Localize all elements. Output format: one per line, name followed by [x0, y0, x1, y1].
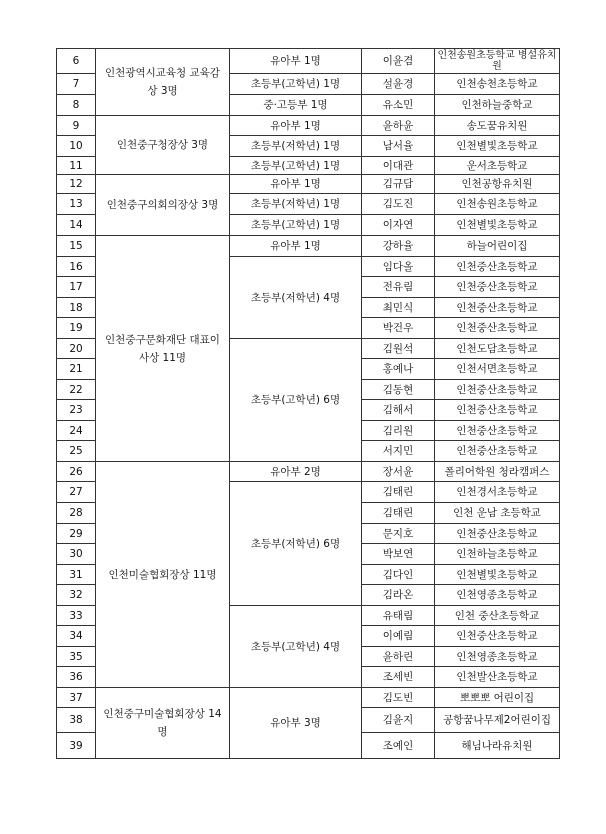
winner-name: 최민식 — [362, 298, 435, 318]
category: 초등부(고학년) 1명 — [230, 215, 362, 236]
category: 초등부(저학년) 1명 — [230, 136, 362, 157]
table-row — [57, 236, 560, 257]
category: 유아부 1명 — [230, 116, 362, 136]
school-name: 인천공항유치원 — [435, 175, 560, 194]
winner-name: 홍예나 — [362, 359, 435, 380]
row-number: 9 — [57, 116, 96, 136]
school-name: 인천영종초등학교 — [435, 585, 560, 606]
award-name: 인천중구미술협회장상 14명 — [96, 688, 230, 759]
school-name: 송도꿈유치원 — [435, 116, 560, 136]
row-number: 28 — [57, 503, 96, 524]
school-name: 인천서면초등학교 — [435, 359, 560, 380]
school-name: 뽀뽀뽀 어린이집 — [435, 688, 560, 708]
row-number: 35 — [57, 647, 96, 667]
school-name: 인천중산초등학교 — [435, 380, 560, 400]
table-row — [57, 688, 560, 708]
school-name: 인천중산초등학교 — [435, 626, 560, 647]
school-name: 인천송원초등학교 — [435, 194, 560, 215]
category: 유아부 1명 — [230, 236, 362, 257]
award-name: 인천중구청장상 3명 — [96, 116, 230, 175]
school-name: 운서초등학교 — [435, 157, 560, 175]
school-name: 인천영종초등학교 — [435, 647, 560, 667]
school-name: 인천중산초등학교 — [435, 277, 560, 298]
winner-name: 김태린 — [362, 482, 435, 503]
row-number: 37 — [57, 688, 96, 708]
row-number: 18 — [57, 298, 96, 318]
school-name: 인천별빛초등학교 — [435, 136, 560, 157]
winner-name: 조예인 — [362, 733, 435, 759]
row-number: 6 — [57, 49, 96, 74]
row-number: 23 — [57, 400, 96, 421]
school-name: 인천발산초등학교 — [435, 667, 560, 688]
row-number: 26 — [57, 462, 96, 482]
row-number: 30 — [57, 544, 96, 565]
winner-name: 문지호 — [362, 524, 435, 544]
school-name: 인천중산초등학교 — [435, 318, 560, 339]
row-number: 29 — [57, 524, 96, 544]
category: 초등부(고학년) 1명 — [230, 157, 362, 175]
award-name: 인천중구의회의장상 3명 — [96, 175, 230, 236]
row-number: 15 — [57, 236, 96, 257]
winner-name: 조세빈 — [362, 667, 435, 688]
category: 유아부 1명 — [230, 175, 362, 194]
school-name: 공항꿈나무제2어린이집 — [435, 708, 560, 733]
school-name: 인천중산초등학교 — [435, 421, 560, 441]
winner-name: 이대관 — [362, 157, 435, 175]
winner-name: 김리원 — [362, 421, 435, 441]
winner-name: 임다올 — [362, 257, 435, 277]
winner-name: 박건우 — [362, 318, 435, 339]
row-number: 38 — [57, 708, 96, 733]
school-name: 인천중산초등학교 — [435, 441, 560, 462]
table-row — [57, 116, 560, 136]
category: 초등부(저학년) 6명 — [230, 482, 362, 606]
winner-name: 김도빈 — [362, 688, 435, 708]
row-number: 10 — [57, 136, 96, 157]
winner-name: 남서율 — [362, 136, 435, 157]
winner-name: 김해서 — [362, 400, 435, 421]
category: 초등부(고학년) 6명 — [230, 339, 362, 462]
table-row — [57, 49, 560, 74]
row-number: 31 — [57, 565, 96, 585]
winner-name: 서지민 — [362, 441, 435, 462]
school-name: 하늘어린이집 — [435, 236, 560, 257]
school-name: 인천별빛초등학교 — [435, 215, 560, 236]
school-name: 인천송천초등학교 — [435, 74, 560, 95]
school-name: 인천중산초등학교 — [435, 524, 560, 544]
school-name: 인천 운남 초등학교 — [435, 503, 560, 524]
row-number: 11 — [57, 157, 96, 175]
school-name: 인천 중산초등학교 — [435, 606, 560, 626]
winner-name: 김동현 — [362, 380, 435, 400]
school-name: 인천중산초등학교 — [435, 400, 560, 421]
row-number: 21 — [57, 359, 96, 380]
school-name: 인천하늘초등학교 — [435, 544, 560, 565]
winner-name: 김라온 — [362, 585, 435, 606]
row-number: 33 — [57, 606, 96, 626]
school-name: 인천도담초등학교 — [435, 339, 560, 359]
category: 초등부(고학년) 1명 — [230, 74, 362, 95]
row-number: 39 — [57, 733, 96, 759]
school-name: 인천중산초등학교 — [435, 298, 560, 318]
school-name: 폴리어학원 청라캠퍼스 — [435, 462, 560, 482]
table-row — [57, 462, 560, 482]
award-name: 인천미술협회장상 11명 — [96, 462, 230, 688]
category: 유아부 1명 — [230, 49, 362, 74]
school-name: 인천경서초등학교 — [435, 482, 560, 503]
school-name: 인천별빛초등학교 — [435, 565, 560, 585]
winner-name: 유소민 — [362, 95, 435, 116]
category: 중·고등부 1명 — [230, 95, 362, 116]
row-number: 32 — [57, 585, 96, 606]
winner-name: 김다인 — [362, 565, 435, 585]
category: 초등부(저학년) 4명 — [230, 257, 362, 339]
award-winners-table — [56, 48, 560, 759]
winner-name: 강하율 — [362, 236, 435, 257]
category: 초등부(저학년) 1명 — [230, 194, 362, 215]
row-number: 12 — [57, 175, 96, 194]
row-number: 17 — [57, 277, 96, 298]
row-number: 27 — [57, 482, 96, 503]
row-number: 36 — [57, 667, 96, 688]
row-number: 22 — [57, 380, 96, 400]
school-name: 인천하늘중학교 — [435, 95, 560, 116]
row-number: 8 — [57, 95, 96, 116]
school-name: 해님나라유치원 — [435, 733, 560, 759]
winner-name: 이예림 — [362, 626, 435, 647]
winner-name: 김태린 — [362, 503, 435, 524]
winner-name: 윤하린 — [362, 647, 435, 667]
school-name: 인천중산초등학교 — [435, 257, 560, 277]
table-row — [57, 175, 560, 194]
winner-name: 김윤지 — [362, 708, 435, 733]
row-number: 25 — [57, 441, 96, 462]
row-number: 20 — [57, 339, 96, 359]
winner-name: 설윤경 — [362, 74, 435, 95]
winner-name: 전유림 — [362, 277, 435, 298]
winner-name: 장서윤 — [362, 462, 435, 482]
winner-name: 김규담 — [362, 175, 435, 194]
row-number: 7 — [57, 74, 96, 95]
award-name: 인천광역시교육청 교육감상 3명 — [96, 49, 230, 116]
row-number: 24 — [57, 421, 96, 441]
winner-name: 김도진 — [362, 194, 435, 215]
winner-name: 김원석 — [362, 339, 435, 359]
school-name: 인천송원초등학교 병설유치원 — [435, 49, 560, 74]
award-name: 인천중구문화재단 대표이사상 11명 — [96, 236, 230, 462]
category: 유아부 2명 — [230, 462, 362, 482]
winner-name: 이자연 — [362, 215, 435, 236]
winner-name: 박보연 — [362, 544, 435, 565]
row-number: 14 — [57, 215, 96, 236]
winner-name: 유태림 — [362, 606, 435, 626]
row-number: 16 — [57, 257, 96, 277]
row-number: 13 — [57, 194, 96, 215]
row-number: 19 — [57, 318, 96, 339]
row-number: 34 — [57, 626, 96, 647]
winner-name: 윤하윤 — [362, 116, 435, 136]
category: 초등부(고학년) 4명 — [230, 606, 362, 688]
category: 유아부 3명 — [230, 688, 362, 759]
winner-name: 이윤겸 — [362, 49, 435, 74]
